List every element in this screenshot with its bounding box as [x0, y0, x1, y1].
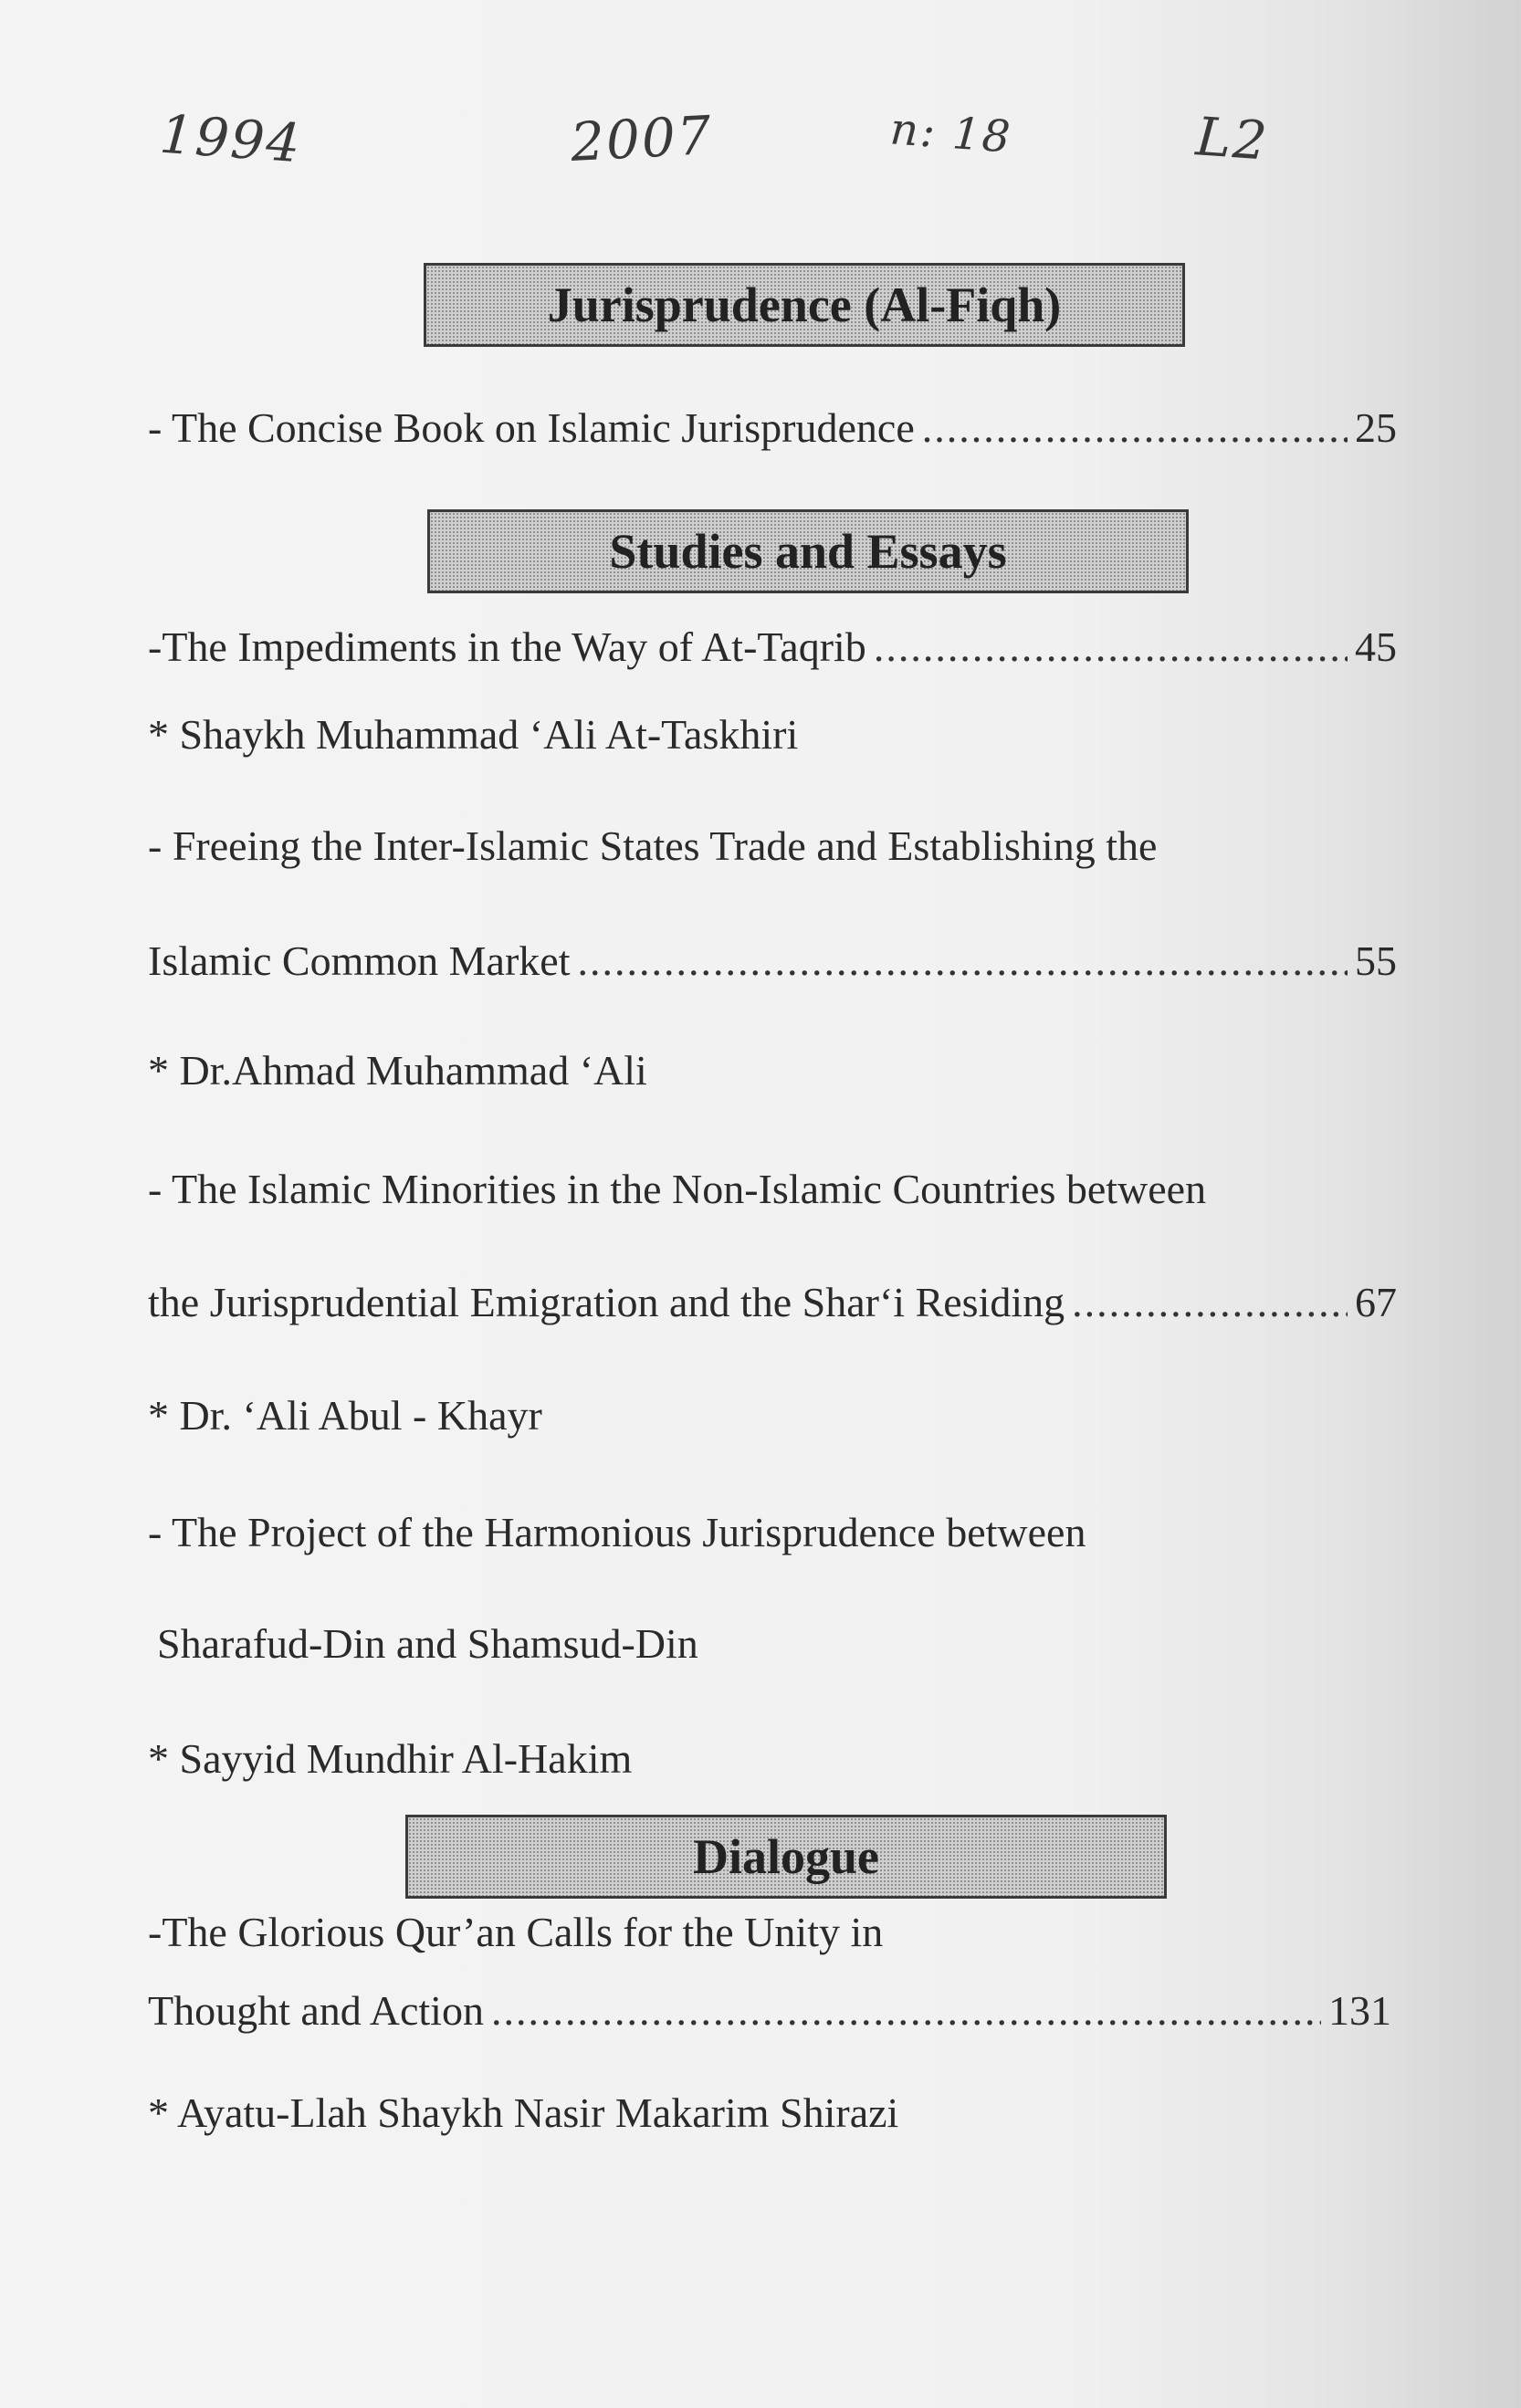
toc-entry-minorities [148, 1279, 1397, 1325]
toc-entry-title-line: - The Islamic Minorities in the Non-Islamic Countries between [148, 1166, 1207, 1212]
dot-leader [874, 626, 1348, 668]
toc-entry-title-line: - Freeing the Inter-Islamic States Trade and Establishing the [148, 822, 1158, 869]
page-number: 45 [1355, 623, 1397, 670]
section-heading-dialogue [405, 1815, 1167, 1899]
toc-entry-quran-unity [148, 1987, 1391, 2034]
toc-entry-title: Islamic Common Market [148, 937, 571, 984]
toc-entry-common-market [148, 937, 1397, 984]
section-title: Studies and Essays [609, 524, 1007, 579]
toc-entry-author: * Sayyid Mundhir Al-Hakim [148, 1735, 633, 1782]
toc-entry-title-line: - The Project of the Harmonious Jurisprudence between [148, 1509, 1086, 1555]
handwritten-note-year-2: 2007 [569, 103, 715, 174]
toc-entry-title: - The Concise Book on Islamic Jurisprudence [148, 404, 915, 451]
dot-leader [491, 1990, 1321, 2032]
handwritten-note-year: 1994 [157, 102, 304, 175]
page-number: 67 [1355, 1279, 1397, 1325]
page-number: 25 [1355, 404, 1397, 451]
section-heading-jurisprudence [424, 263, 1185, 347]
dot-leader [1072, 1282, 1348, 1324]
section-title: Jurisprudence (Al-Fiqh) [547, 277, 1062, 332]
toc-entry-title-line: Sharafud-Din and Shamsud-Din [157, 1620, 698, 1667]
handwritten-note-code: L2 [1193, 105, 1271, 173]
handwritten-note-number: n: 18 [888, 103, 1014, 163]
dot-leader [922, 407, 1348, 449]
toc-entry-concise-book [148, 404, 1397, 451]
toc-entry-title: Thought and Action [148, 1987, 484, 2034]
toc-entry-title: the Jurisprudential Emigration and the Shar‘i Residing [148, 1279, 1065, 1325]
toc-entry-impediments [148, 623, 1397, 670]
section-title: Dialogue [692, 1829, 879, 1884]
section-heading-studies-essays [427, 509, 1189, 593]
toc-entry-author: * Shaykh Muhammad ‘Ali At-Taskhiri [148, 711, 799, 758]
toc-entry-author: * Dr.Ahmad Muhammad ‘Ali [148, 1047, 647, 1094]
toc-entry-title-line: -The Glorious Qur’an Calls for the Unity in [148, 1909, 884, 1955]
toc-entry-author: * Dr. ‘Ali Abul - Khayr [148, 1392, 542, 1439]
page-number: 55 [1355, 937, 1397, 984]
dot-leader [577, 940, 1348, 982]
toc-entry-title: -The Impediments in the Way of At-Taqrib [148, 623, 866, 670]
toc-entry-author: * Ayatu-Llah Shaykh Nasir Makarim Shirazi [148, 2089, 899, 2136]
page-number: 131 [1328, 1987, 1391, 2034]
